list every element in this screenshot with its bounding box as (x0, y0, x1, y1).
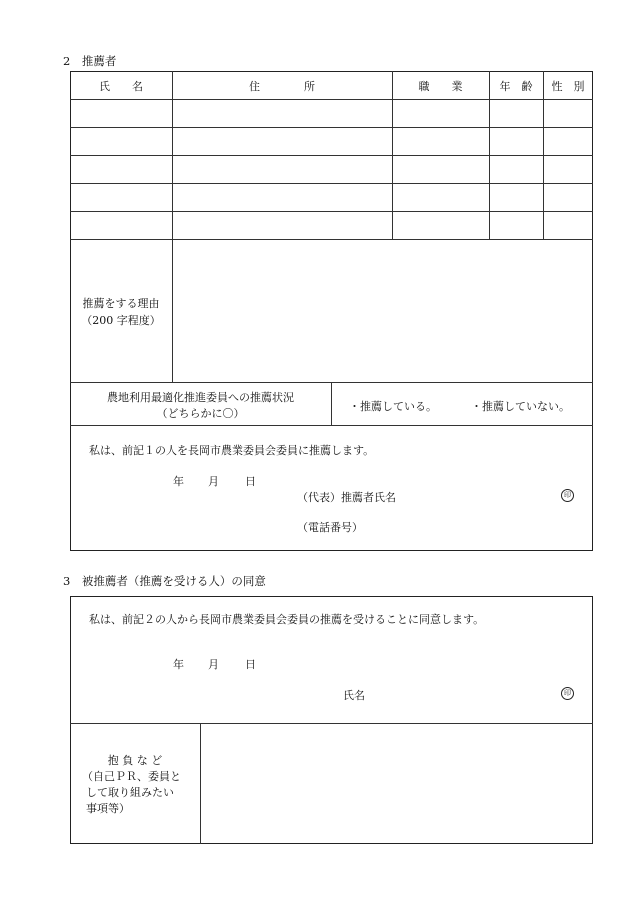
reason-label-line1: 推薦をする理由 (82, 297, 160, 310)
recommendation-statement: 私は、前記１の人を長岡市農業委員会委員に推薦します。 (89, 444, 375, 457)
date-day-label: 日 (245, 475, 256, 488)
consent-date-month-label: 月 (208, 658, 219, 671)
consent-name-label: 氏名 (343, 689, 365, 702)
signer-label: （代表）推薦者氏名 (297, 491, 396, 504)
aspiration-text-field[interactable] (206, 730, 586, 838)
header-address: 住 所 (249, 80, 315, 93)
consent-statement: 私は、前記２の人から長岡市農業委員会委員の推薦を受けることに同意します。 (89, 613, 485, 626)
consent-date-day-label: 日 (245, 658, 256, 671)
reason-text-field[interactable] (178, 246, 586, 376)
date-month-label: 月 (208, 475, 219, 488)
aspiration-label-line2: （自己ＰＲ、委員と (82, 770, 181, 783)
date-year-label: 年 (173, 475, 184, 488)
consent-seal-icon: 印 (561, 687, 574, 700)
phone-label: （電話番号） (297, 521, 363, 534)
section2-title: 2 推薦者 (63, 54, 117, 68)
aspiration-label-line3: して取り組みたい (86, 786, 174, 799)
header-name: 氏 名 (99, 80, 143, 93)
seal-icon: 印 (561, 489, 574, 502)
header-sex: 性 別 (551, 80, 585, 93)
reason-label-line2: （200 字程度） (81, 314, 161, 327)
aspiration-label-line1: 抱 負 な ど (107, 754, 163, 767)
status-label-line1: 農地利用最適化推進委員への推薦状況 (107, 391, 294, 404)
status-option-yes[interactable]: ・推薦している。 (349, 400, 437, 413)
header-occupation: 職 業 (418, 80, 463, 93)
status-option-no[interactable]: ・推薦していない。 (471, 400, 570, 413)
consent-date-year-label: 年 (173, 658, 184, 671)
section3-title: 3 被推薦者（推薦を受ける人）の同意 (63, 574, 266, 588)
status-label-line2: （どちらかに〇） (156, 407, 245, 420)
header-age: 年 齢 (499, 80, 533, 93)
aspiration-label-line4: 事項等） (86, 802, 130, 815)
